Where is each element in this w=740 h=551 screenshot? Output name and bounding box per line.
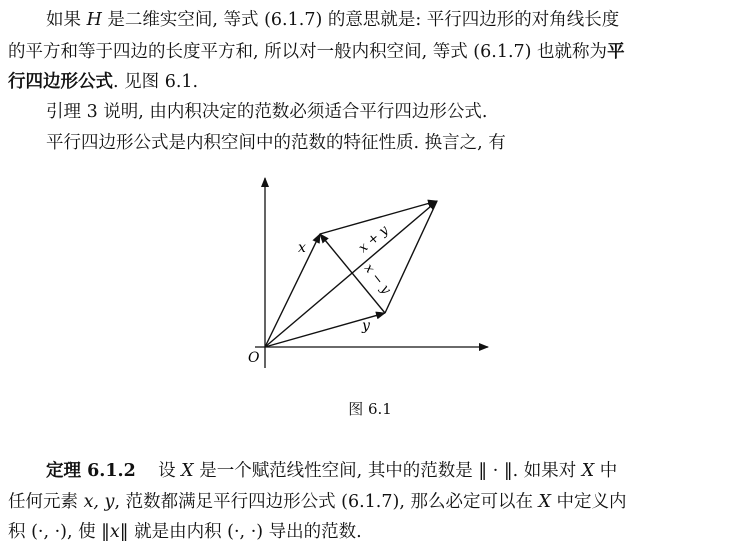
label-sum: x + y — [355, 222, 392, 257]
text: . 见图 6.1. — [113, 72, 199, 92]
math-X: X — [181, 461, 194, 481]
theorem-line2 — [0, 490, 740, 514]
text: 中 — [594, 461, 618, 481]
side-right — [385, 201, 437, 313]
label-y: y — [362, 318, 370, 334]
label-x: x — [298, 240, 306, 256]
label-diff: x − y — [360, 261, 394, 298]
math-x: x — [109, 522, 120, 542]
text: 任何元素 — [8, 492, 84, 512]
vector-sum — [265, 201, 437, 347]
vector-x — [265, 234, 320, 347]
text: ‖ 就是由内积 (·, ·) 导出的范数. — [119, 522, 362, 542]
theorem-line1 — [0, 459, 740, 483]
math-X: X — [538, 492, 551, 512]
math-xy: x, y — [83, 492, 115, 512]
math-X: X — [581, 461, 595, 481]
text: 如果 — [46, 10, 87, 30]
text: 中定义内 — [550, 492, 627, 512]
text: 设 — [158, 461, 182, 481]
text: 是二维实空间, 等式 (6.1.7) 的意思就是: 平行四边形的对角线长度 — [101, 10, 620, 30]
label-origin: O — [248, 350, 260, 366]
theorem-line3 — [0, 520, 740, 544]
paragraph3: 平行四边形公式是内积空间中的范数的特征性质. 换言之, 有 — [46, 133, 506, 153]
paragraph2: 引理 3 说明, 由内积决定的范数必须适合平行四边形公式. — [46, 102, 488, 122]
math-H: H — [86, 10, 102, 30]
text: 积 (·, ·), 使 ‖ — [8, 522, 110, 542]
text: 是一个赋范线性空间, 其中的范数是 ‖ · ‖. 如果对 — [193, 461, 582, 481]
term-bold: 平 — [607, 42, 625, 62]
term-bold: 行四边形公式 — [8, 72, 113, 92]
text: , 范数都满足平行四边形公式 (6.1.7), 那么必定可以在 — [114, 492, 539, 512]
text: 的平方和等于四边的长度平方和, 所以对一般内积空间, 等式 (6.1.7) 也就称为 — [8, 42, 608, 62]
theorem-title: 定理 6.1.2 — [46, 461, 136, 481]
figure-caption: 图 6.1 — [348, 400, 392, 418]
